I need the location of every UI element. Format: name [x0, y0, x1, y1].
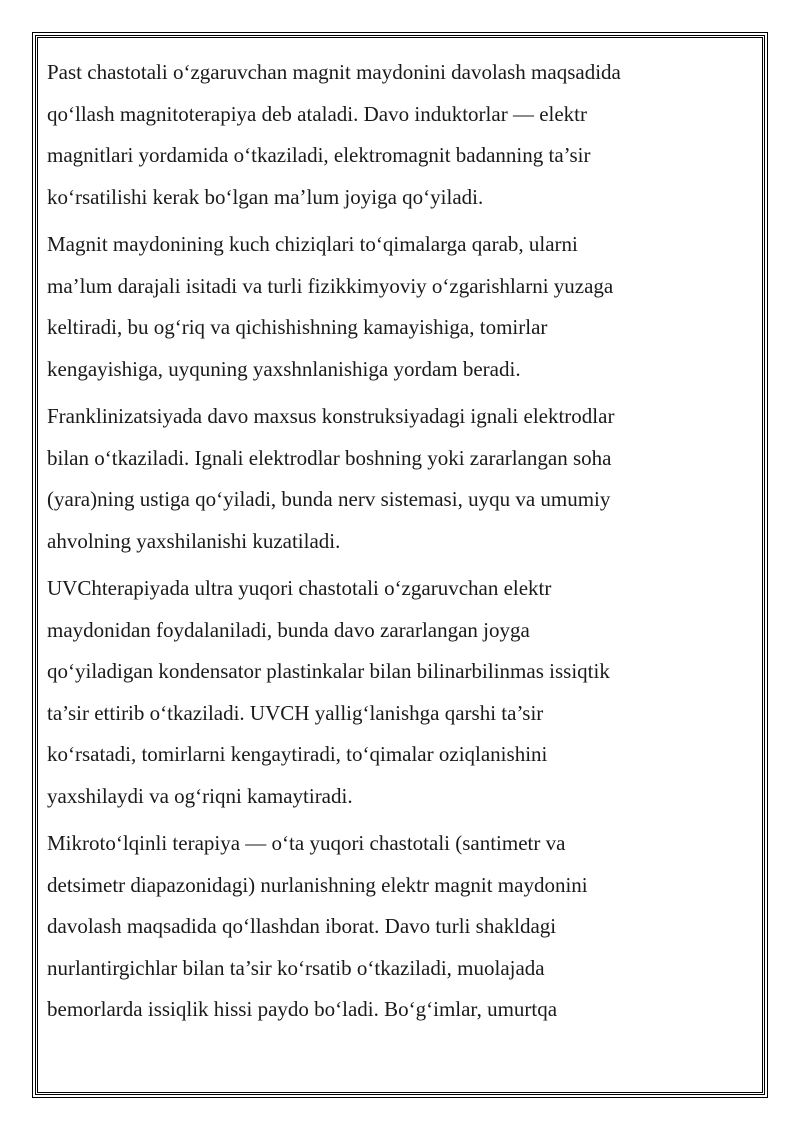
text-line: keltiradi, bu og‘riq va qichishishning kamayishiga, tomirlar — [47, 315, 548, 339]
text-line: ko‘rsatadi, tomirlarni kengaytiradi, to‘qimalar oziqlanishini — [47, 742, 548, 766]
text-line: yaxshilaydi va og‘riqni kamaytiradi. — [47, 783, 353, 808]
text-line: ma’lum darajali isitadi va turli fizikkimyoviy o‘zgarishlarni yuzaga — [47, 273, 614, 298]
text-line: detsimetr diapazonidagi) nurlanishning elektr magnit maydonini — [47, 872, 588, 897]
text-line: davolash maqsadida qo‘llashdan iborat. Davo turli shakldagi — [47, 914, 557, 938]
text-line: ahvolning yaxshilanishi kuzatiladi. — [47, 528, 341, 553]
paragraph-microwave-therapy — [47, 823, 732, 1031]
paragraph-magnetotherapy — [47, 52, 732, 218]
text-line: bilan o‘tkaziladi. Ignali elektrodlar boshning yoki zararlangan soha — [47, 445, 612, 470]
text-line: nurlantirgichlar bilan ta’sir ko‘rsatib o‘tkaziladi, muolajada — [47, 955, 545, 980]
text-line: Mikroto‘lqinli terapiya — o‘ta yuqori chastotali (santimetr va — [47, 831, 566, 855]
paragraph-franklinization — [47, 396, 732, 562]
text-line: UVChterapiyada ultra yuqori chastotali o‘zgaruvchan elektr — [47, 576, 552, 600]
text-line: Past chastotali o‘zgaruvchan magnit maydonini davolash maqsadida — [47, 60, 621, 84]
text-line: bemorlarda issiqlik hissi paydo bo‘ladi. Bo‘g‘imlar, umurtqa — [47, 997, 558, 1021]
document-body — [47, 52, 732, 1037]
text-line: ta’sir ettirib o‘tkaziladi. UVCH yallig‘lanishga qarshi ta’sir — [47, 700, 544, 725]
paragraph-uhf-therapy — [47, 568, 732, 817]
text-line: Magnit maydonining kuch chiziqlari to‘qimalarga qarab, ularni — [47, 232, 578, 256]
text-line: ko‘rsatilishi kerak bo‘lgan ma’lum joyiga qo‘yiladi. — [47, 184, 484, 209]
text-line: maydonidan foydalaniladi, bunda davo zararlangan joyga — [47, 617, 530, 642]
text-line: qo‘yiladigan kondensator plastinkalar bilan bilinarbilinmas issiqtik — [47, 659, 610, 683]
text-line: Franklinizatsiyada davo maxsus konstruksiyadagi ignali elektrodlar — [47, 404, 615, 428]
text-line: (yara)ning ustiga qo‘yiladi, bunda nerv sistemasi, uyqu va umumiy — [47, 487, 611, 511]
text-line: kengayishiga, uyquning yaxshnlanishiga yordam beradi. — [47, 356, 521, 381]
text-line: magnitlari yordamida o‘tkaziladi, elektromagnit badanning ta’sir — [47, 143, 591, 167]
paragraph-magnetic-field-effects — [47, 224, 732, 390]
text-line: qo‘llash magnitoterapiya deb ataladi. Davo induktorlar — elektr — [47, 101, 587, 126]
